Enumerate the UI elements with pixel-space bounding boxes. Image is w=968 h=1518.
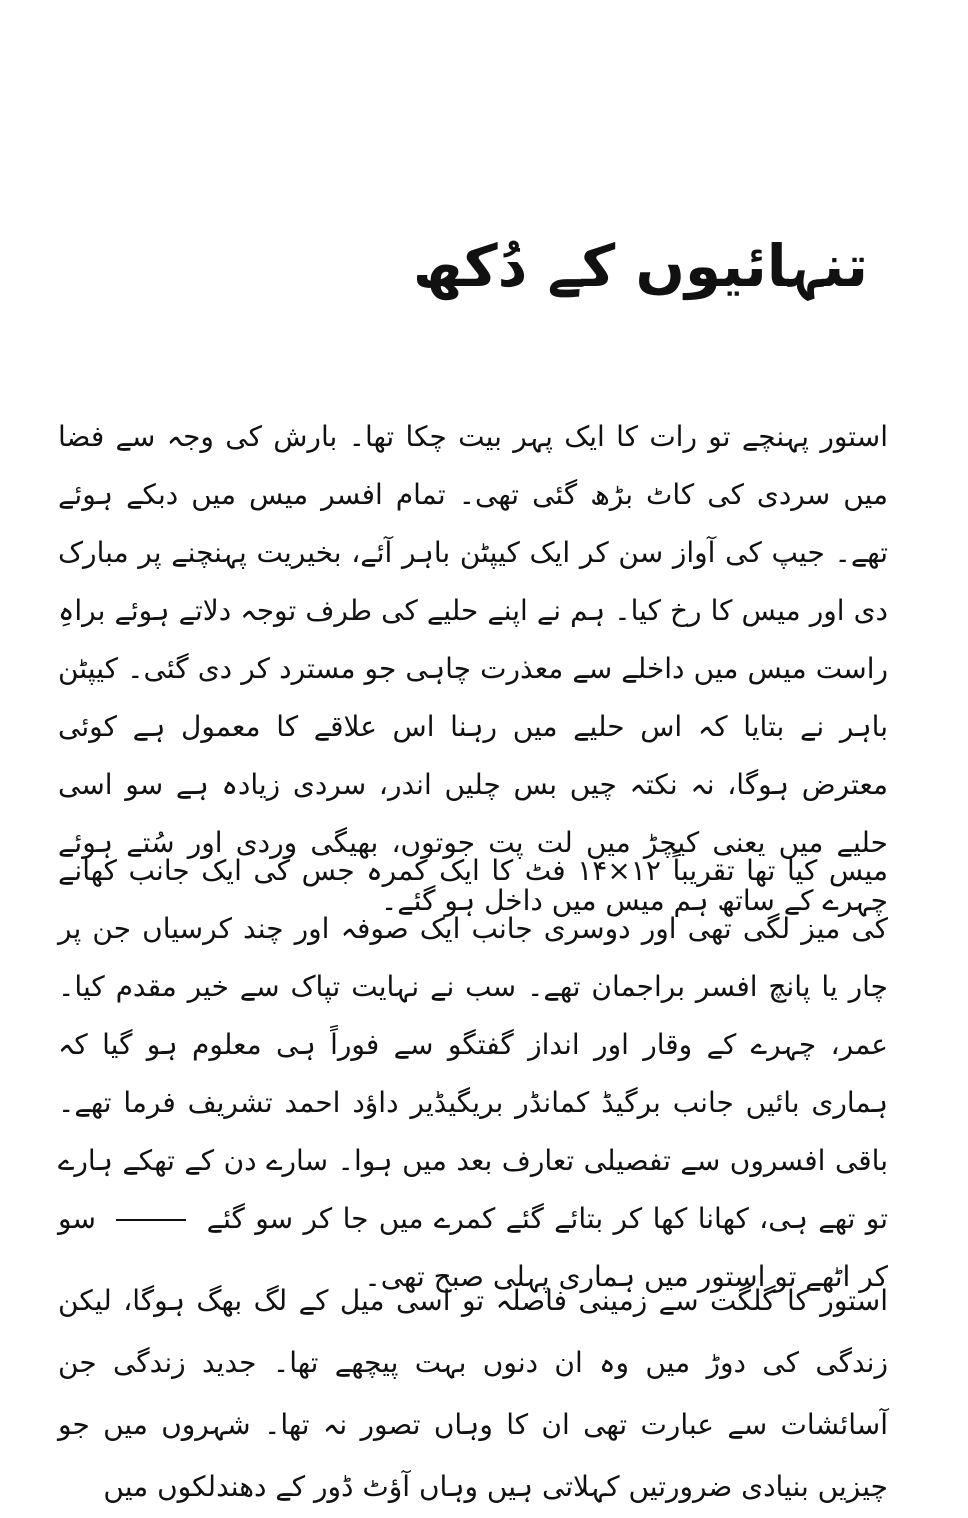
paragraph-3: استور کا گلگت سے زمینی فاصلہ تو اسی میل کے لگ بھگ ہوگا، لیکن زندگی کی دوڑ میں وہ ان دنوں بہت پیچھے تھا۔ جدید زندگی جن آسائشات سے عبارت تھی ان کا وہاں تصور نہ تھا۔ شہروں میں جو چیزیں بنیادی ضرورتیں کہلاتی ہیں وہاں آؤٹ ڈور کے دھندلکوں میں [58,1284,888,1503]
dash-rule [116,1219,186,1222]
paragraph-2-ending: سو کر اٹھے تو استور میں ہماری پہلی صبح تھی۔ [58,1202,888,1293]
chapter-title: تنہائیوں کے دُکھ [412,232,868,300]
paragraph-2 [58,842,888,1306]
paragraph-2-main-text: میس کیا تھا تقریباً ۱۲×۱۴ فٹ کا ایک کمرہ جس کی ایک جانب کھانے کی میز لگی تھی اور دوسری جانب ایک صوفہ اور چند کرسیاں جن پر چار یا پانچ افسر براجمان تھے۔ سب نے نہایت تپاک سے خیر مقدم کیا۔ عمر، چہرے کے وقار اور انداز گفتگو سے فوراً ہی معلوم ہو گیا کہ ہماری بائیں جانب برگیڈ کمانڈر بریگیڈیر داؤد احمد تشریف فرما تھے۔ باقی افسروں سے تفصیلی تعارف بعد میں ہوا۔ سارے دن کے تھکے ہارے تو تھے ہی، کھانا کھا کر بتائے گئے کمرے میں جا کر سو گئے [58,854,889,1235]
paragraph-1: استور پہنچے تو رات کا ایک پہر بیت چکا تھا۔ بارش کی وجہ سے فضا میں سردی کی کاٹ بڑھ گئی تھی۔ تمام افسر میس میں دبکے ہوئے تھے۔ جیپ کی آواز سن کر ایک کیپٹن باہر آئے، بخیریت پہنچنے پر مبارک دی اور میس کا رخ کیا۔ ہم نے اپنے حلیے کی طرف توجہ دلاتے ہوئے براہِ راست میس میں داخلے سے معذرت چاہی جو مسترد کر دی گئی۔ کیپٹن باہر نے بتایا کہ اس حلیے میں رہنا اس علاقے کا معمول ہے کوئی معترض ہوگا، نہ نکتہ چیں بس چلیں اندر، سردی زیادہ ہے سو اسی حلیے میں یعنی کیچڑ میں لت پت جوتوں، بھیگی وردی اور سُتے ہوئے چہرے کے ساتھ ہم میس میں داخل ہو گئے۔ [58,420,888,917]
